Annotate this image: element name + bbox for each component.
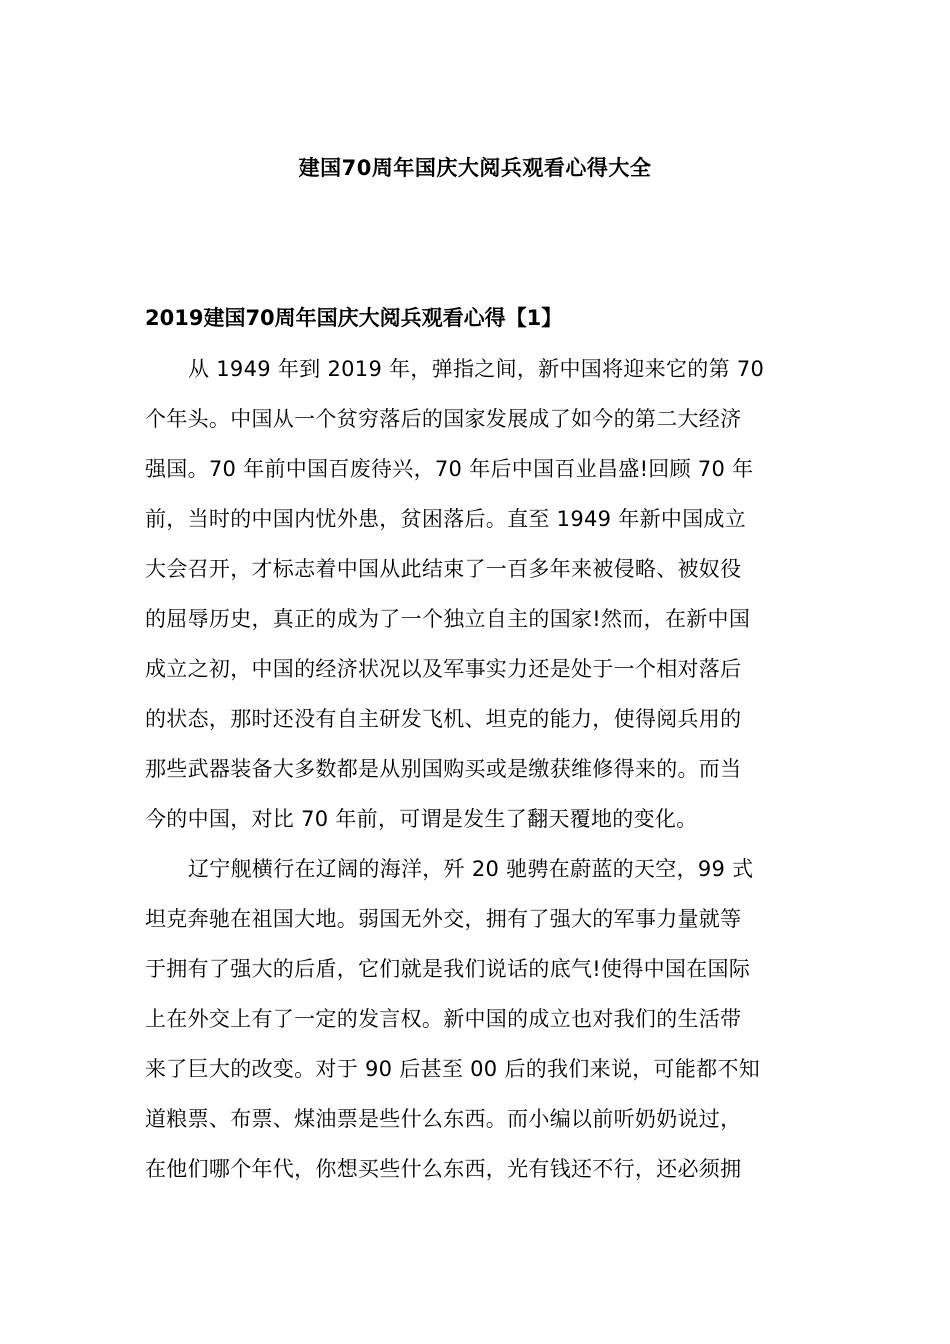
paragraph-line: 来了巨大的改变。对于 90 后甚至 00 后的我们来说，可能都不知 xyxy=(145,1057,761,1081)
paragraph-line: 那些武器装备大多数都是从别国购买或是缴获维修得来的。而当 xyxy=(145,757,742,781)
paragraph-line: 于拥有了强大的后盾，它们就是我们说话的底气!使得中国在国际 xyxy=(145,957,751,981)
paragraph-line: 从 1949 年到 2019 年，弹指之间，新中国将迎来它的第 70 xyxy=(188,357,765,381)
paragraph-line: 的状态，那时还没有自主研发飞机、坦克的能力，使得阅兵用的 xyxy=(145,707,742,731)
paragraph-line: 坦克奔驰在祖国大地。弱国无外交，拥有了强大的军事力量就等 xyxy=(145,907,742,931)
paragraph-2 xyxy=(145,844,785,1194)
paragraph-line: 成立之初，中国的经济状况以及军事实力还是处于一个相对落后 xyxy=(145,657,742,681)
paragraph-line: 个年头。中国从一个贫穷落后的国家发展成了如今的第二大经济 xyxy=(145,407,742,431)
paragraph-line: 强国。70 年前中国百废待兴，70 年后中国百业昌盛!回顾 70 年 xyxy=(145,457,754,481)
paragraph-line: 今的中国，对比 70 年前，可谓是发生了翻天覆地的变化。 xyxy=(145,807,698,831)
paragraph-line: 辽宁舰横行在辽阔的海洋，歼 20 驰骋在蔚蓝的天空，99 式 xyxy=(188,857,754,881)
paragraph-line: 在他们哪个年代，你想买些什么东西，光有钱还不行，还必须拥 xyxy=(145,1157,742,1181)
paragraph-line: 前，当时的中国内忧外患，贫困落后。直至 1949 年新中国成立 xyxy=(145,507,747,531)
paragraph-line: 上在外交上有了一定的发言权。新中国的成立也对我们的生活带 xyxy=(145,1007,742,1031)
paragraph-line: 大会召开，才标志着中国从此结束了一百多年来被侵略、被奴役 xyxy=(145,557,742,581)
paragraph-1 xyxy=(145,344,785,844)
document-title: 建国70周年国庆大阅兵观看心得大全 xyxy=(298,156,652,180)
section-heading: 2019建国70周年国庆大阅兵观看心得【1】 xyxy=(145,306,563,330)
paragraph-line: 的屈辱历史，真正的成为了一个独立自主的国家!然而，在新中国 xyxy=(145,607,751,631)
paragraph-line: 道粮票、布票、煤油票是些什么东西。而小编以前听奶奶说过， xyxy=(145,1107,742,1131)
document-body xyxy=(145,344,785,1194)
